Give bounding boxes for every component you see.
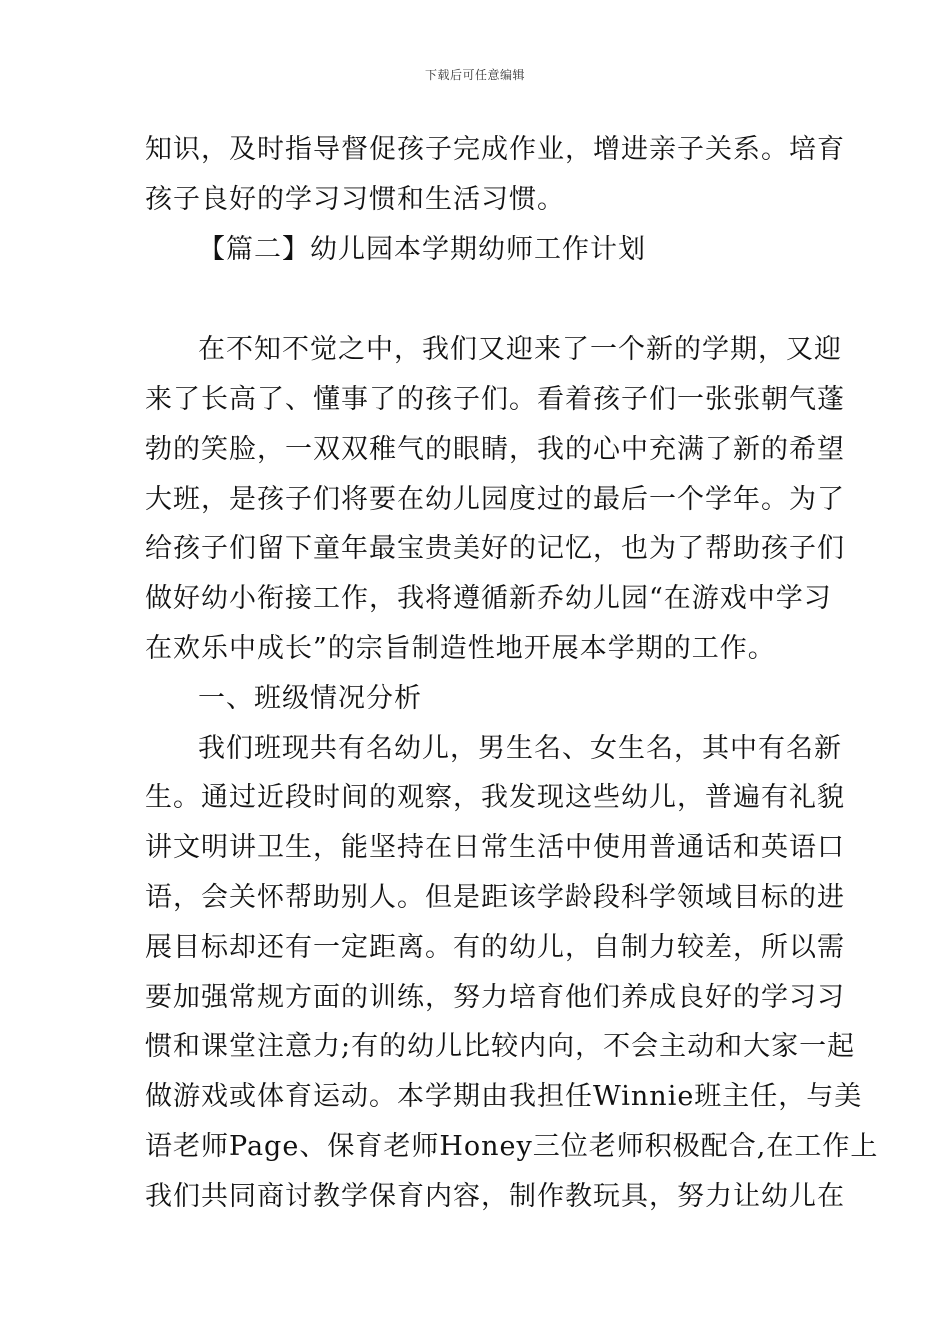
text-line: 给孩子们留下童年最宝贵美好的记忆，也为了帮助孩子们: [145, 533, 845, 564]
text-line: 我们共同商讨教学保育内容，制作教玩具，努力让幼儿在: [145, 1181, 845, 1212]
text-line: 大班，是孩子们将要在幼儿园度过的最后一个学年。为了: [145, 484, 845, 515]
header-note: 下载后可任意编辑: [424, 68, 525, 82]
text-line: 在欢乐中成长”的宗旨制造性地开展本学期的工作。: [145, 633, 776, 664]
text-line: 知识，及时指导督促孩子完成作业，增进亲子关系。培育: [145, 134, 845, 165]
text-line: 讲文明讲卫生，能坚持在日常生活中使用普通话和英语口: [145, 832, 845, 863]
text-line: 来了长高了、懂事了的孩子们。看着孩子们一张张朝气蓬: [145, 384, 845, 415]
text-line: 孩子良好的学习习惯和生活习惯。: [145, 184, 565, 215]
text-line: 生。通过近段时间的观察，我发现这些幼儿，普遍有礼貌: [145, 782, 845, 813]
text-line: 语老师Page、保育老师Honey三位老师积极配合,在工作上: [145, 1131, 879, 1162]
text-line: 做游戏或体育运动。本学期由我担任Winnie班主任，与美: [145, 1081, 863, 1112]
subsection-heading: 一、班级情况分析: [198, 683, 422, 714]
text-line: 在不知不觉之中，我们又迎来了一个新的学期，又迎: [198, 334, 842, 365]
text-line: 我们班现共有名幼儿，男生名、女生名，其中有名新: [198, 733, 842, 764]
text-line: 勃的笑脸，一双双稚气的眼睛，我的心中充满了新的希望: [145, 434, 845, 465]
text-line: 惯和课堂注意力;有的幼儿比较内向，不会主动和大家一起: [145, 1031, 856, 1062]
text-line: 语，会关怀帮助别人。但是距该学龄段科学领域目标的进: [145, 882, 845, 913]
text-line: 做好幼小衔接工作，我将遵循新乔幼儿园“在游戏中学习: [145, 583, 832, 614]
text-line: 展目标却还有一定距离。有的幼儿，自制力较差，所以需: [145, 932, 845, 963]
text-line: 要加强常规方面的训练，努力培育他们养成良好的学习习: [145, 982, 845, 1013]
section-heading: 【篇二】幼儿园本学期幼师工作计划: [198, 234, 646, 265]
